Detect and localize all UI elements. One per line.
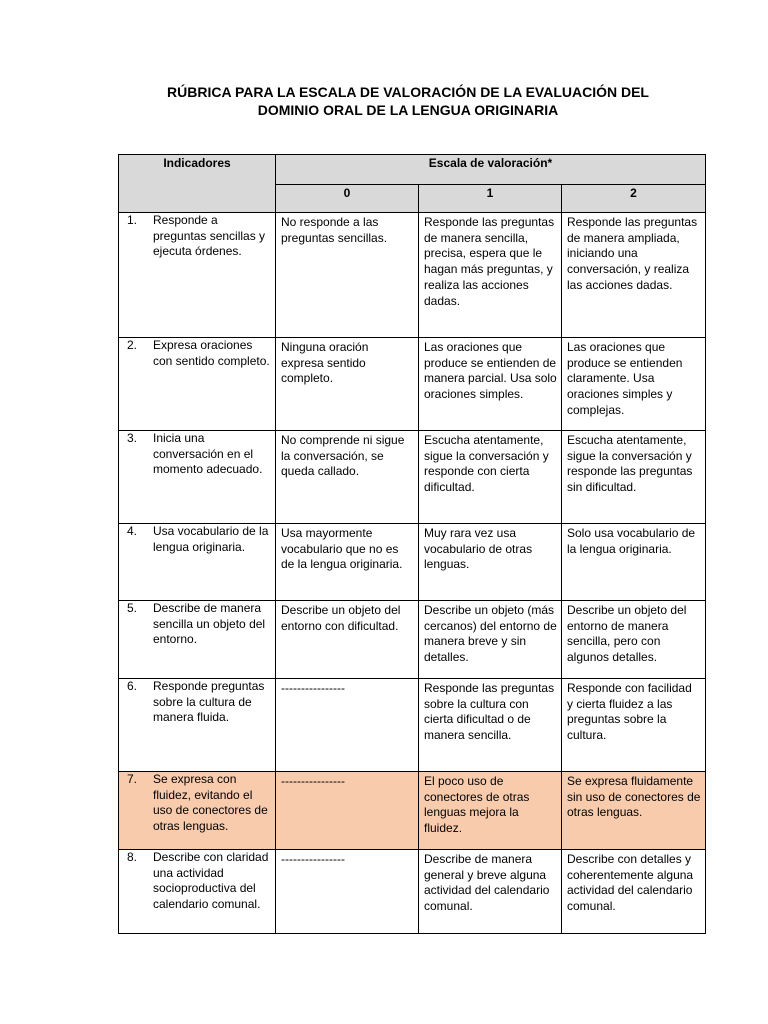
indicator-text: Inicia una conversación en el momento adecuado. <box>153 431 263 477</box>
level-1-cell: Las oraciones que produce se entienden de manera parcial. Usa solo oraciones simples. <box>419 338 562 431</box>
level-2-cell: Solo usa vocabulario de la lengua originaria. <box>562 524 706 601</box>
indicator-number: 5. <box>127 601 138 615</box>
table-row <box>119 850 706 934</box>
level-0-cell: ---------------- <box>276 772 419 850</box>
indicator-cell <box>119 524 276 601</box>
indicator-cell <box>119 213 276 338</box>
indicator-cell <box>119 850 276 934</box>
table-row <box>119 213 706 338</box>
level-2-cell: Se expresa fluidamente sin uso de conectores de otras lenguas. <box>562 772 706 850</box>
level-0-cell: ---------------- <box>276 679 419 772</box>
table-row <box>119 679 706 772</box>
title-line-1: RÚBRICA PARA LA ESCALA DE VALORACIÓN DE LA EVALUACIÓN DEL <box>167 84 649 100</box>
indicator-number: 1. <box>127 213 138 227</box>
indicator-text: Responde preguntas sobre la cultura de manera fluida. <box>153 679 265 725</box>
table-row <box>119 601 706 679</box>
rubric-table <box>118 154 706 934</box>
indicator-text: Se expresa con fluidez, evitando el uso de conectores de otras lenguas. <box>153 772 268 834</box>
header-level-2: 2 <box>562 185 706 213</box>
indicator-text: Describe con claridad una actividad socioproductiva del calendario comunal. <box>153 850 269 912</box>
table-row-highlighted <box>119 772 706 850</box>
title-line-2: DOMINIO ORAL DE LA LENGUA ORIGINARIA <box>257 102 559 118</box>
level-1-cell: Responde las preguntas sobre la cultura con cierta dificultad o de manera sencilla. <box>419 679 562 772</box>
level-0-cell: No comprende ni sigue la conversación, se queda callado. <box>276 431 419 524</box>
header-level-0: 0 <box>276 185 419 213</box>
level-1-cell: Describe un objeto (más cercanos) del entorno de manera breve y sin detalles. <box>419 601 562 679</box>
level-1-cell: Escucha atentamente, sigue la conversación y responde con cierta dificultad. <box>419 431 562 524</box>
indicator-number: 7. <box>127 772 138 786</box>
header-level-1: 1 <box>419 185 562 213</box>
indicator-number: 8. <box>127 850 138 864</box>
level-0-cell: Describe un objeto del entorno con dificultad. <box>276 601 419 679</box>
table-row <box>119 431 706 524</box>
level-0-cell: Ninguna oración expresa sentido completo. <box>276 338 419 431</box>
header-indicadores: Indicadores <box>119 155 276 213</box>
table-row <box>119 524 706 601</box>
indicator-cell <box>119 679 276 772</box>
header-escala: Escala de valoración* <box>276 155 706 185</box>
indicator-cell <box>119 601 276 679</box>
level-1-cell: El poco uso de conectores de otras lenguas mejora la fluidez. <box>419 772 562 850</box>
level-2-cell: Las oraciones que produce se entienden claramente. Usa oraciones simples y complejas. <box>562 338 706 431</box>
level-2-cell: Responde las preguntas de manera ampliada, iniciando una conversación, y realiza las acciones dadas. <box>562 213 706 338</box>
indicator-cell <box>119 772 276 850</box>
indicator-text: Expresa oraciones con sentido completo. <box>153 338 270 368</box>
indicator-text: Responde a preguntas sencillas y ejecuta órdenes. <box>153 213 266 259</box>
indicator-cell <box>119 338 276 431</box>
indicator-text: Usa vocabulario de la lengua originaria. <box>153 524 269 554</box>
indicator-number: 3. <box>127 431 138 445</box>
indicator-number: 2. <box>127 338 138 352</box>
indicator-cell <box>119 431 276 524</box>
indicator-number: 6. <box>127 679 138 693</box>
indicator-number: 4. <box>127 524 138 538</box>
level-2-cell: Describe con detalles y coherentemente alguna actividad del calendario comunal. <box>562 850 706 934</box>
indicator-text: Describe de manera sencilla un objeto del entorno. <box>153 601 266 647</box>
level-1-cell: Describe de manera general y breve alguna actividad del calendario comunal. <box>419 850 562 934</box>
level-2-cell: Escucha atentamente, sigue la conversación y responde las preguntas sin dificultad. <box>562 431 706 524</box>
level-0-cell: ---------------- <box>276 850 419 934</box>
level-1-cell: Responde las preguntas de manera sencilla, precisa, espera que le hagan más preguntas, y realiza las acciones dadas. <box>419 213 562 338</box>
level-0-cell: No responde a las preguntas sencillas. <box>276 213 419 338</box>
level-1-cell: Muy rara vez usa vocabulario de otras lenguas. <box>419 524 562 601</box>
table-row <box>119 338 706 431</box>
document-title <box>0 83 768 119</box>
level-2-cell: Responde con facilidad y cierta fluidez a las preguntas sobre la cultura. <box>562 679 706 772</box>
level-0-cell: Usa mayormente vocabulario que no es de la lengua originaria. <box>276 524 419 601</box>
level-2-cell: Describe un objeto del entorno de manera sencilla, pero con algunos detalles. <box>562 601 706 679</box>
